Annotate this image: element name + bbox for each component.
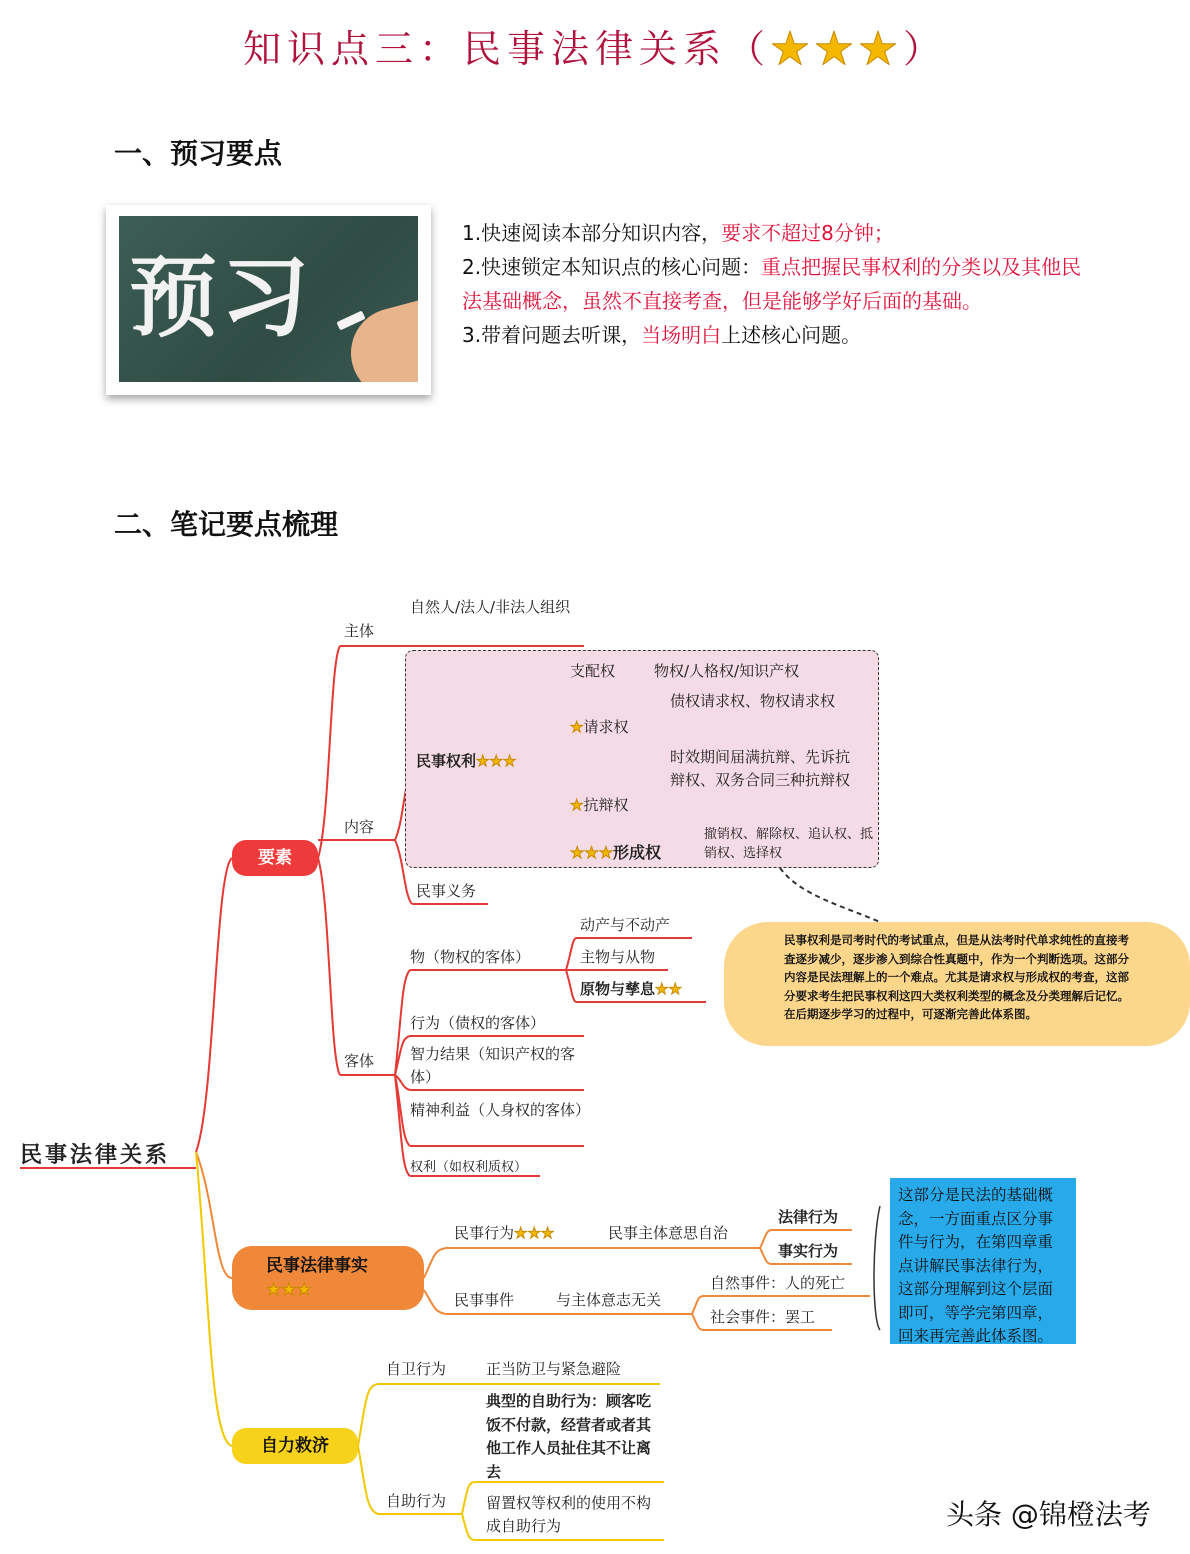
preview-text: 上述核心问题。 bbox=[721, 323, 862, 347]
civil-duty-node: 民事义务 bbox=[416, 882, 477, 900]
natural-event-node: 自然事件：人的死亡 bbox=[710, 1274, 846, 1292]
claim-detail: 债权请求权、物权请求权 bbox=[670, 692, 836, 710]
object-node: 客体 bbox=[344, 1052, 375, 1070]
principal-node: 主物与从物 bbox=[580, 948, 656, 966]
defense-label: 抗辩权 bbox=[583, 796, 629, 814]
subject-detail: 自然人/法人/非法人组织 bbox=[410, 598, 571, 616]
civil-act-node bbox=[454, 1222, 554, 1243]
section-heading-preview: 一、预习要点 bbox=[114, 137, 283, 170]
civil-event-node: 民事事件 bbox=[454, 1291, 515, 1309]
self-relief-node: 自力救济 bbox=[232, 1428, 358, 1464]
title-text: 知识点三：民事法律关系（ bbox=[242, 27, 771, 71]
intellectual-node: 智力结果（知识产权的客体） bbox=[410, 1045, 576, 1086]
watermark: 头条 @锦橙法考 bbox=[946, 1498, 1151, 1531]
civil-rights-node bbox=[416, 750, 516, 771]
civil-rights-label: 民事权利 bbox=[416, 752, 477, 770]
will-autonomy-node: 民事主体意思自治 bbox=[608, 1224, 729, 1242]
formation-stars: ★★★ bbox=[570, 843, 614, 862]
preview-highlight: 当场明白 bbox=[641, 323, 722, 347]
preview-highlight: 要求不超过8分钟； bbox=[721, 221, 894, 245]
unrelated-node: 与主体意志无关 bbox=[556, 1291, 662, 1309]
claim-label: 请求权 bbox=[583, 718, 629, 736]
dominion-detail: 物权/人格权/知识产权 bbox=[654, 662, 800, 680]
legal-act-node: 法律行为 bbox=[778, 1208, 839, 1226]
chalkboard-text: 预习 bbox=[129, 246, 314, 349]
right-object-node: 权利（如权利质权） bbox=[410, 1160, 528, 1175]
defense-detail: 时效期间届满抗辩、先诉抗辩权、双务合同三种抗辩权 bbox=[670, 748, 851, 789]
preview-text: 3.带着问题去听课， bbox=[462, 323, 642, 347]
legal-facts-node bbox=[232, 1246, 424, 1310]
preview-highlight: 重点把握民事权利的分类以及其他民法基础概念，虽然不直接考查，但是能够学好后面的基础。 bbox=[462, 255, 1082, 313]
formation-label: 形成权 bbox=[613, 843, 662, 862]
self-defense-node: 自卫行为 bbox=[386, 1360, 447, 1378]
dominion-node: 支配权 bbox=[570, 662, 616, 680]
self-help-note: 留置权等权利的使用不构成自助行为 bbox=[486, 1494, 652, 1535]
movable-node: 动产与不动产 bbox=[580, 916, 671, 934]
preview-text: 1.快速阅读本部分知识内容， bbox=[462, 221, 722, 245]
spiritual-node: 精神利益（人身权的客体） bbox=[410, 1101, 591, 1119]
defense-node bbox=[570, 794, 628, 815]
thing-node: 物（物权的客体） bbox=[410, 948, 531, 966]
original-stars: ★★ bbox=[655, 980, 682, 998]
self-help-node: 自助行为 bbox=[386, 1492, 447, 1510]
title-stars: ★★★ bbox=[770, 27, 903, 71]
act-node: 行为（债权的客体） bbox=[410, 1014, 546, 1032]
civil-act-stars: ★★★ bbox=[514, 1224, 555, 1242]
content-node: 内容 bbox=[344, 818, 375, 836]
original-label: 原物与孳息 bbox=[580, 980, 656, 998]
claim-star: ★ bbox=[570, 718, 584, 736]
legal-facts-note: 这部分是民法的基础概念，一方面重点区分事件与行为，在第四章重点讲解民事法律行为，这部分理解到这个层面即可，等学完第四章，回来再完善此体系图。 bbox=[890, 1178, 1076, 1344]
defense-star: ★ bbox=[570, 796, 584, 814]
self-defense-detail: 正当防卫与紧急避险 bbox=[486, 1360, 622, 1378]
civil-rights-note: 民事权利是司考时代的考试重点，但是从法考时代单求纯性的直接考查逐步减少，逐步渗入到综合性真题中，作为一个判断选项。这部分内容是民法理解上的一个难点。尤其是请求权与形成权的考查，这部分要求考生把民事权利这四大类权利类型的概念及分类理解后记忆。在后期逐步学习的过程中，可逐渐完善此体系图。 bbox=[724, 922, 1190, 1046]
elements-node: 要素 bbox=[232, 840, 318, 876]
formation-node bbox=[570, 840, 661, 863]
original-node bbox=[580, 978, 682, 999]
root-node: 民事法律关系 bbox=[20, 1143, 171, 1168]
formation-detail: 撤销权、解除权、追认权、抵销权、选择权 bbox=[704, 827, 874, 861]
civil-rights-stars: ★★★ bbox=[476, 752, 517, 770]
title-close: ） bbox=[903, 27, 948, 71]
claim-node bbox=[570, 716, 628, 737]
legal-facts-stars: ★★★ bbox=[266, 1280, 312, 1300]
preview-text: 2.快速锁定本知识点的核心问题： bbox=[462, 255, 762, 279]
subject-node: 主体 bbox=[344, 622, 375, 640]
civil-act-label: 民事行为 bbox=[454, 1224, 515, 1242]
self-help-typical: 典型的自助行为：顾客吃饭不付款，经营者或者其他工作人员扯住其不让离去 bbox=[486, 1392, 652, 1481]
section-heading-notes: 二、笔记要点梳理 bbox=[114, 508, 339, 541]
legal-facts-label: 民事法律事实 bbox=[266, 1256, 368, 1276]
social-event-node: 社会事件：罢工 bbox=[710, 1308, 816, 1326]
factual-act-node: 事实行为 bbox=[778, 1242, 839, 1260]
